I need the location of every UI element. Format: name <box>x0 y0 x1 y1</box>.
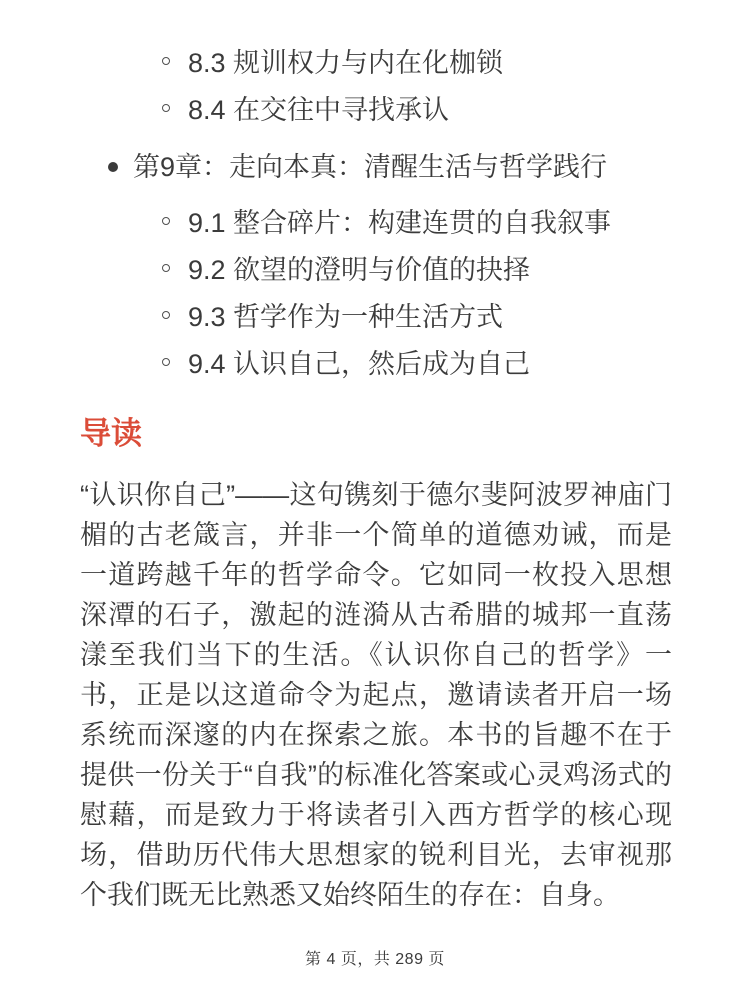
toc-sublist-chapter8 <box>188 48 672 125</box>
toc-item-8-4 <box>188 95 672 125</box>
toc-item-9-2 <box>188 255 672 285</box>
circle-bullet-icon <box>162 311 170 319</box>
disc-bullet-icon <box>108 162 118 172</box>
toc-sublist-chapter9 <box>188 208 672 379</box>
toc-item-label: 8.4 在交往中寻找承认 <box>188 95 450 125</box>
toc-item-chapter9 <box>133 152 672 379</box>
circle-bullet-icon <box>162 57 170 65</box>
toc-chapter-label: 第9章：走向本真：清醒生活与哲学践行 <box>133 152 608 182</box>
toc-item-label: 9.2 欲望的澄明与价值的抉择 <box>188 255 531 285</box>
section-heading: 导读 <box>80 416 142 451</box>
circle-bullet-icon <box>162 264 170 272</box>
circle-bullet-icon <box>162 358 170 366</box>
toc-item-label: 9.3 哲学作为一种生活方式 <box>188 302 504 332</box>
toc-item-9-1 <box>188 208 672 238</box>
toc-item-9-4 <box>188 349 672 379</box>
toc-list-chapter9 <box>133 152 672 379</box>
toc-item-label: 9.4 认识自己，然后成为自己 <box>188 349 531 379</box>
intro-paragraph: “认识你自己”——这句镌刻于德尔斐阿波罗神庙门楣的古老箴言，并非一个简单的道德劝诫，而是一道跨越千年的哲学命令。它如同一枚投入思想深潭的石子，激起的涟漪从古希腊的城邦一直荡漾至我们当下的生活。《认识你自己的哲学》一书，正是以这道命令为起点，邀请读者开启一场系统而深邃的内在探索之旅。本书的旨趣不在于提供一份关于“自我”的标准化答案或心灵鸡汤式的慰藉，而是致力于将读者引入西方哲学的核心现场，借助历代伟大思想家的锐利目光，去审视那个我们既无比熟悉又始终陌生的存在：自身。 <box>80 480 672 910</box>
toc-item-8-3 <box>188 48 672 78</box>
toc-item-9-3 <box>188 302 672 332</box>
toc-item-label: 9.1 整合碎片：构建连贯的自我叙事 <box>188 208 612 238</box>
toc-item-label: 8.3 规训权力与内在化枷锁 <box>188 48 504 78</box>
circle-bullet-icon <box>162 104 170 112</box>
page-indicator: 第 4 页，共 289 页 <box>305 951 445 968</box>
circle-bullet-icon <box>162 217 170 225</box>
